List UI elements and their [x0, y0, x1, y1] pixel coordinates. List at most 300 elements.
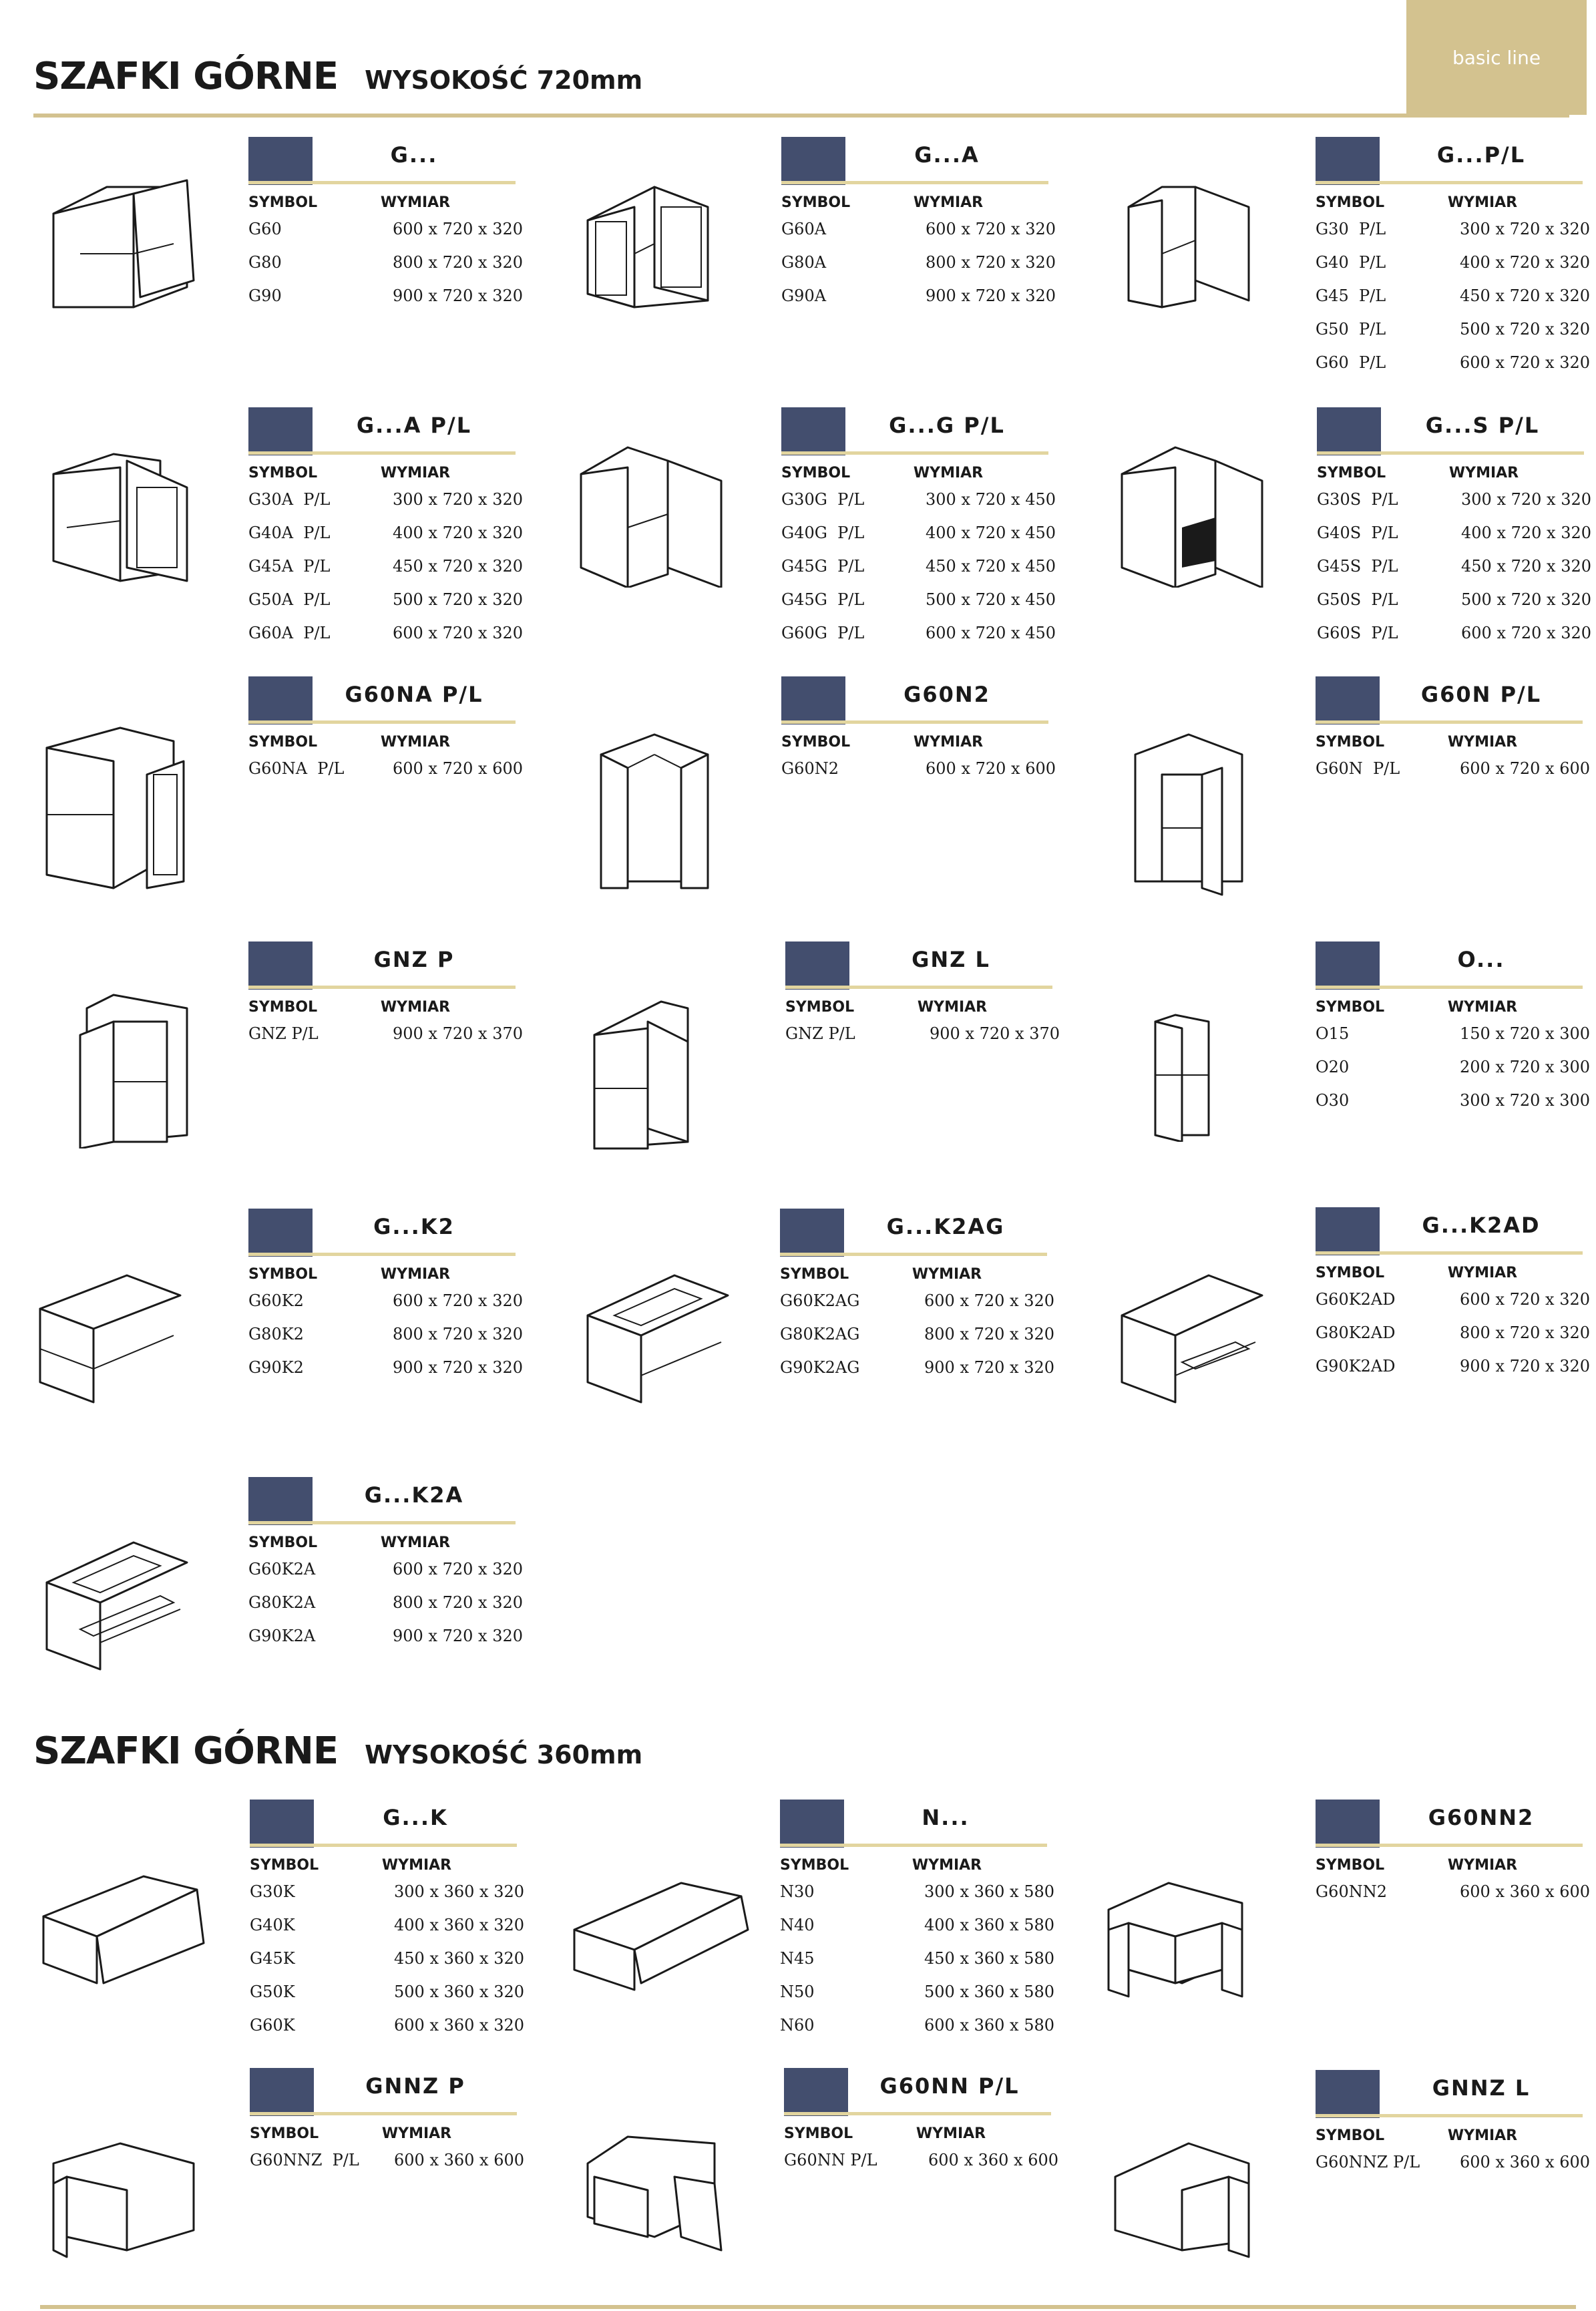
table-row: [248, 1560, 524, 1593]
symbol-cell: GNZ P/L: [785, 1024, 855, 1043]
dimension-cell: 450 x 720 x 320: [1460, 286, 1591, 305]
dimension-cell: 600 x 360 x 600: [394, 2151, 525, 2169]
dimension-cell: 800 x 720 x 320: [926, 253, 1056, 272]
symbol-cell: G45 P/L: [1316, 286, 1386, 305]
title-underline: [248, 451, 516, 455]
table-row: [1316, 1024, 1591, 1058]
table-row: [1316, 253, 1591, 286]
dimension-cell: 600 x 720 x 320: [393, 1291, 524, 1310]
symbol-cell: G45S P/L: [1317, 557, 1398, 576]
color-swatch: [785, 941, 849, 990]
dimension-cell: 500 x 720 x 320: [1460, 320, 1591, 339]
product-table: [1316, 220, 1591, 387]
symbol-cell: O15: [1316, 1024, 1350, 1043]
product-title: G...K2AD: [1422, 1213, 1541, 1238]
title-underline: [1316, 1844, 1583, 1847]
color-swatch: [248, 1477, 313, 1525]
symbol-header: SYMBOL: [785, 999, 855, 1016]
color-swatch: [780, 1800, 844, 1848]
table-header: [1316, 1261, 1583, 1285]
table-header: [1316, 1853, 1583, 1877]
product-table: [1316, 1290, 1591, 1390]
symbol-cell: G50K: [250, 1982, 295, 2001]
dimension-cell: 600 x 720 x 600: [926, 759, 1056, 778]
cabinet-rack-single-door-icon: [1115, 434, 1275, 588]
color-swatch: [248, 941, 313, 990]
cabinet-single-door-icon: [1115, 167, 1262, 321]
section-subheading: WYSOKOŚĆ 720mm: [365, 65, 643, 95]
title-underline: [781, 451, 1048, 455]
symbol-cell: G60: [248, 220, 282, 238]
wymiar-header: WYMIAR: [916, 2125, 986, 2142]
table-row: [248, 1291, 524, 1325]
color-swatch: [1316, 676, 1380, 724]
low-corner-cabinet-two-door-icon: [1102, 1870, 1255, 2010]
symbol-cell: N60: [780, 2016, 815, 2035]
table-row: [1317, 490, 1592, 523]
dimension-cell: 300 x 360 x 580: [924, 1882, 1055, 1901]
product-title: G...P/L: [1436, 142, 1526, 168]
table-row: [781, 286, 1056, 320]
table-row: [248, 253, 524, 286]
table-row: [250, 1949, 525, 1982]
symbol-cell: G80K2AG: [780, 1325, 860, 1343]
symbol-cell: G90K2AD: [1316, 1357, 1396, 1376]
product-title: N...: [922, 1805, 970, 1830]
table-row: [248, 1358, 524, 1392]
corner-cabinet-single-door-icon: [1122, 728, 1255, 901]
dimension-cell: 300 x 360 x 320: [394, 1882, 525, 1901]
table-row: [248, 490, 524, 523]
product-table: [780, 1882, 1055, 2049]
product-table: [1316, 759, 1591, 793]
table-row: [780, 1291, 1055, 1325]
dimension-cell: 800 x 720 x 320: [1460, 1323, 1591, 1342]
table-row: [780, 1358, 1055, 1392]
table-row: [248, 523, 524, 557]
title-underline: [248, 181, 516, 184]
color-swatch: [784, 2068, 848, 2116]
symbol-cell: G60NA P/L: [248, 759, 345, 778]
corner-cabinet-two-door-icon: [588, 728, 721, 901]
dimension-cell: 800 x 720 x 320: [393, 253, 524, 272]
product-table: [248, 220, 524, 320]
symbol-header: SYMBOL: [1316, 194, 1385, 211]
dimension-cell: 900 x 720 x 320: [393, 1627, 524, 1645]
color-swatch: [248, 1209, 313, 1257]
dimension-cell: 400 x 720 x 320: [1461, 523, 1592, 542]
symbol-cell: G30K: [250, 1882, 295, 1901]
table-row: [1316, 1091, 1591, 1124]
table-header: [1316, 2123, 1583, 2147]
table-row: [250, 1882, 525, 1916]
dimension-cell: 600 x 720 x 600: [1460, 759, 1591, 778]
dimension-cell: 450 x 360 x 320: [394, 1949, 525, 1968]
wymiar-header: WYMIAR: [380, 194, 451, 211]
cabinet-deep-single-door-icon: [574, 434, 735, 588]
low-corner-cabinet-icon: [581, 2123, 735, 2257]
table-row: [248, 286, 524, 320]
table-row: [1316, 353, 1591, 387]
symbol-cell: G90A: [781, 286, 827, 305]
dimension-cell: 900 x 720 x 320: [1460, 1357, 1591, 1376]
table-row: [1316, 320, 1591, 353]
dimension-cell: 450 x 720 x 320: [1461, 557, 1592, 576]
title-underline: [248, 720, 516, 724]
table-header: [248, 461, 516, 485]
lift-cabinet-glass-top-icon: [581, 1269, 741, 1409]
table-row: [250, 2016, 525, 2049]
symbol-header: SYMBOL: [248, 1534, 318, 1551]
product-title: G...K2AG: [886, 1214, 1005, 1239]
symbol-cell: G90K2AG: [780, 1358, 860, 1377]
title-underline: [250, 1844, 517, 1847]
product-title: G...A P/L: [356, 413, 472, 438]
symbol-header: SYMBOL: [248, 1266, 318, 1283]
title-underline: [1316, 986, 1583, 989]
color-swatch: [250, 2068, 314, 2116]
table-row: [781, 490, 1056, 523]
dimension-cell: 450 x 720 x 320: [393, 557, 524, 576]
title-underline: [250, 2112, 517, 2115]
dimension-cell: 900 x 720 x 320: [924, 1358, 1055, 1377]
symbol-cell: G80: [248, 253, 282, 272]
symbol-cell: N30: [780, 1882, 815, 1901]
dimension-cell: 800 x 720 x 320: [393, 1325, 524, 1343]
product-table: [1316, 1024, 1591, 1124]
title-underline: [248, 1253, 516, 1256]
table-header: [248, 730, 516, 754]
dimension-cell: 500 x 720 x 320: [1461, 590, 1592, 609]
product-table: [781, 759, 1056, 793]
table-row: [781, 759, 1056, 793]
lift-cabinet-glass-bottom-icon: [1115, 1269, 1275, 1409]
wymiar-header: WYMIAR: [380, 734, 451, 751]
product-table: [780, 1291, 1055, 1392]
wymiar-header: WYMIAR: [912, 1857, 982, 1874]
product-title: GNNZ P: [365, 2073, 465, 2099]
color-swatch: [250, 1800, 314, 1848]
table-row: [250, 1982, 525, 2016]
title-underline: [781, 181, 1048, 184]
product-table: [785, 1024, 1060, 1058]
corner-cabinet-glass-icon: [40, 721, 200, 895]
table-row: [1316, 1058, 1591, 1091]
dimension-cell: 900 x 720 x 320: [926, 286, 1056, 305]
table-header: [1316, 190, 1583, 214]
color-swatch: [248, 676, 313, 724]
symbol-header: SYMBOL: [1316, 2127, 1385, 2144]
dimension-cell: 500 x 720 x 320: [393, 590, 524, 609]
dimension-cell: 900 x 720 x 320: [393, 1358, 524, 1377]
dimension-cell: 500 x 720 x 450: [926, 590, 1056, 609]
table-row: [1316, 286, 1591, 320]
symbol-cell: G80K2: [248, 1325, 304, 1343]
table-row: [780, 1916, 1055, 1949]
dimension-cell: 800 x 720 x 320: [924, 1325, 1055, 1343]
table-header: [780, 1262, 1047, 1286]
symbol-cell: G50A P/L: [248, 590, 331, 609]
symbol-cell: G30S P/L: [1317, 490, 1398, 509]
end-cabinet-left-icon: [581, 995, 715, 1155]
wymiar-header: WYMIAR: [913, 734, 984, 751]
symbol-header: SYMBOL: [1316, 1857, 1385, 1874]
symbol-cell: G60G P/L: [781, 624, 865, 642]
dimension-cell: 150 x 720 x 300: [1460, 1024, 1591, 1043]
color-swatch: [1317, 407, 1381, 455]
table-header: [781, 190, 1048, 214]
symbol-cell: N45: [780, 1949, 815, 1968]
wymiar-header: WYMIAR: [380, 1266, 451, 1283]
dimension-cell: 600 x 720 x 320: [393, 220, 524, 238]
symbol-cell: G40K: [250, 1916, 295, 1934]
title-underline: [1316, 2114, 1583, 2117]
dimension-cell: 800 x 720 x 320: [393, 1593, 524, 1612]
symbol-cell: G50 P/L: [1316, 320, 1386, 339]
symbol-cell: G90K2A: [248, 1627, 316, 1645]
dimension-cell: 600 x 720 x 320: [924, 1291, 1055, 1310]
color-swatch: [1316, 2070, 1380, 2118]
symbol-cell: G45A P/L: [248, 557, 331, 576]
title-underline: [248, 986, 516, 989]
table-header: [1316, 995, 1583, 1019]
symbol-cell: G60N2: [781, 759, 839, 778]
dimension-cell: 600 x 720 x 320: [1461, 624, 1592, 642]
table-header: [1317, 461, 1584, 485]
table-row: [248, 1024, 524, 1058]
dimension-cell: 600 x 360 x 600: [928, 2151, 1059, 2169]
dimension-cell: 300 x 720 x 320: [1461, 490, 1592, 509]
color-swatch: [781, 676, 845, 724]
color-swatch: [1316, 1207, 1380, 1255]
header-rule: [33, 114, 1569, 118]
table-row: [1317, 523, 1592, 557]
symbol-cell: G45K: [250, 1949, 295, 1968]
symbol-header: SYMBOL: [781, 465, 851, 481]
dimension-cell: 400 x 720 x 450: [926, 523, 1056, 542]
symbol-cell: G80A: [781, 253, 827, 272]
dimension-cell: 600 x 720 x 320: [1460, 1290, 1591, 1309]
table-row: [1316, 1882, 1591, 1916]
table-row: [1317, 590, 1592, 624]
product-table: [781, 490, 1056, 657]
dimension-cell: 300 x 720 x 450: [926, 490, 1056, 509]
symbol-cell: G45G P/L: [781, 557, 865, 576]
product-table: [248, 1291, 524, 1392]
wymiar-header: WYMIAR: [913, 465, 984, 481]
product-table: [1316, 1882, 1591, 1916]
symbol-header: SYMBOL: [1317, 465, 1386, 481]
table-row: [250, 1916, 525, 1949]
color-swatch: [1316, 941, 1380, 990]
table-row: [1317, 624, 1592, 657]
symbol-header: SYMBOL: [1316, 1265, 1385, 1281]
lift-cabinet-icon: [33, 1269, 194, 1409]
table-header: [250, 2121, 517, 2145]
symbol-header: SYMBOL: [1316, 999, 1385, 1016]
product-title: G60N P/L: [1420, 682, 1542, 707]
symbol-header: SYMBOL: [781, 194, 851, 211]
table-header: [250, 1853, 517, 1877]
dimension-cell: 600 x 360 x 600: [1460, 2153, 1591, 2171]
wymiar-header: WYMIAR: [1447, 734, 1518, 751]
title-underline: [784, 2112, 1051, 2115]
dimension-cell: 600 x 360 x 320: [394, 2016, 525, 2035]
table-row: [248, 1593, 524, 1627]
symbol-header: SYMBOL: [780, 1857, 849, 1874]
symbol-header: SYMBOL: [250, 2125, 319, 2142]
product-title: GNZ L: [912, 947, 990, 972]
symbol-cell: G60NNZ P/L: [250, 2151, 359, 2169]
symbol-cell: G60K: [250, 2016, 295, 2035]
cabinet-glass-single-door-icon: [40, 434, 200, 588]
table-row: [248, 759, 524, 793]
product-table: [1317, 490, 1592, 657]
product-table: [1316, 2153, 1591, 2186]
wymiar-header: WYMIAR: [1447, 999, 1518, 1016]
color-swatch: [248, 137, 313, 185]
section-title-720: [33, 55, 642, 98]
product-title: G60N2: [904, 682, 990, 707]
dimension-cell: 450 x 360 x 580: [924, 1949, 1055, 1968]
title-underline: [781, 720, 1048, 724]
symbol-header: SYMBOL: [780, 1266, 849, 1283]
dimension-cell: 900 x 720 x 320: [393, 286, 524, 305]
symbol-header: SYMBOL: [248, 999, 318, 1016]
table-row: [248, 1325, 524, 1358]
symbol-cell: N40: [780, 1916, 815, 1934]
symbol-cell: G50S P/L: [1317, 590, 1398, 609]
product-table: [250, 2151, 525, 2184]
dimension-cell: 600 x 720 x 450: [926, 624, 1056, 642]
wymiar-header: WYMIAR: [1447, 1265, 1518, 1281]
flap-cabinet-deep-icon: [568, 1870, 755, 2003]
table-row: [781, 253, 1056, 286]
flap-cabinet-icon: [37, 1870, 210, 2010]
table-row: [1316, 220, 1591, 253]
product-title: G...A: [914, 142, 980, 168]
symbol-cell: G90: [248, 286, 282, 305]
product-table: [248, 1024, 524, 1058]
symbol-cell: O30: [1316, 1091, 1350, 1110]
symbol-header: SYMBOL: [1316, 734, 1385, 751]
table-row: [781, 523, 1056, 557]
dimension-cell: 600 x 720 x 320: [926, 220, 1056, 238]
table-row: [248, 1627, 524, 1660]
symbol-cell: G60K2A: [248, 1560, 316, 1579]
dimension-cell: 300 x 720 x 300: [1460, 1091, 1591, 1110]
lift-cabinet-glass-icon: [40, 1536, 200, 1676]
symbol-cell: G60K2AG: [780, 1291, 860, 1310]
symbol-cell: G40A P/L: [248, 523, 331, 542]
product-title: GNNZ L: [1432, 2075, 1531, 2101]
dimension-cell: 500 x 360 x 320: [394, 1982, 525, 2001]
symbol-cell: G60K2: [248, 1291, 304, 1310]
symbol-cell: G30G P/L: [781, 490, 865, 509]
table-header: [784, 2121, 1051, 2145]
symbol-cell: G30 P/L: [1316, 220, 1386, 238]
symbol-cell: G40S P/L: [1317, 523, 1398, 542]
table-row: [781, 557, 1056, 590]
title-underline: [1316, 1251, 1583, 1255]
table-row: [780, 1325, 1055, 1358]
dimension-cell: 450 x 720 x 450: [926, 557, 1056, 576]
title-underline: [1316, 181, 1583, 184]
wymiar-header: WYMIAR: [381, 1857, 452, 1874]
dimension-cell: 600 x 720 x 320: [1460, 353, 1591, 372]
table-row: [780, 1949, 1055, 1982]
product-table: [781, 220, 1056, 320]
symbol-cell: G90K2: [248, 1358, 304, 1377]
footer-rule: [40, 2305, 1576, 2309]
symbol-cell: G60NN2: [1316, 1882, 1387, 1901]
symbol-cell: G60NN P/L: [784, 2151, 877, 2169]
symbol-header: SYMBOL: [248, 734, 318, 751]
dimension-cell: 900 x 720 x 370: [393, 1024, 524, 1043]
wymiar-header: WYMIAR: [380, 999, 451, 1016]
color-swatch: [1316, 137, 1380, 185]
wymiar-header: WYMIAR: [380, 465, 451, 481]
symbol-cell: G60NNZ P/L: [1316, 2153, 1420, 2171]
table-header: [248, 995, 516, 1019]
symbol-cell: G60A P/L: [248, 624, 331, 642]
dimension-cell: 600 x 720 x 600: [393, 759, 524, 778]
wymiar-header: WYMIAR: [912, 1266, 982, 1283]
symbol-header: SYMBOL: [248, 194, 318, 211]
wymiar-header: WYMIAR: [917, 999, 988, 1016]
table-row: [1316, 2153, 1591, 2186]
symbol-header: SYMBOL: [250, 1857, 319, 1874]
table-row: [1316, 1290, 1591, 1323]
product-table: [248, 759, 524, 793]
low-end-cabinet-right-icon: [47, 2137, 200, 2264]
color-swatch: [781, 407, 845, 455]
table-header: [248, 1262, 516, 1286]
dimension-cell: 400 x 360 x 320: [394, 1916, 525, 1934]
title-underline: [780, 1253, 1047, 1256]
product-title: G60NN P/L: [879, 2073, 1020, 2099]
section-subheading: WYSOKOŚĆ 360mm: [365, 1740, 643, 1769]
table-row: [250, 2151, 525, 2184]
dimension-cell: 300 x 720 x 320: [393, 490, 524, 509]
title-underline: [780, 1844, 1047, 1847]
cabinet-glass-two-door-icon: [574, 167, 735, 321]
table-row: [784, 2151, 1059, 2184]
symbol-cell: G40G P/L: [781, 523, 865, 542]
symbol-cell: G60A: [781, 220, 827, 238]
product-table: [248, 1560, 524, 1660]
dimension-cell: 900 x 720 x 370: [930, 1024, 1060, 1043]
product-table: [250, 1882, 525, 2049]
dimension-cell: 300 x 720 x 320: [1460, 220, 1591, 238]
title-underline: [248, 1521, 516, 1524]
table-row: [781, 220, 1056, 253]
symbol-header: SYMBOL: [784, 2125, 853, 2142]
color-swatch: [780, 1209, 844, 1257]
dimension-cell: 400 x 360 x 580: [924, 1916, 1055, 1934]
product-table: [784, 2151, 1059, 2184]
low-end-cabinet-left-icon: [1109, 2137, 1262, 2264]
color-swatch: [781, 137, 845, 185]
product-title: G...G P/L: [889, 413, 1005, 438]
table-header: [248, 190, 516, 214]
product-title: O...: [1457, 947, 1505, 972]
symbol-cell: G45G P/L: [781, 590, 865, 609]
table-row: [248, 624, 524, 657]
table-row: [780, 1982, 1055, 2016]
table-row: [1317, 557, 1592, 590]
symbol-cell: G60 P/L: [1316, 353, 1386, 372]
